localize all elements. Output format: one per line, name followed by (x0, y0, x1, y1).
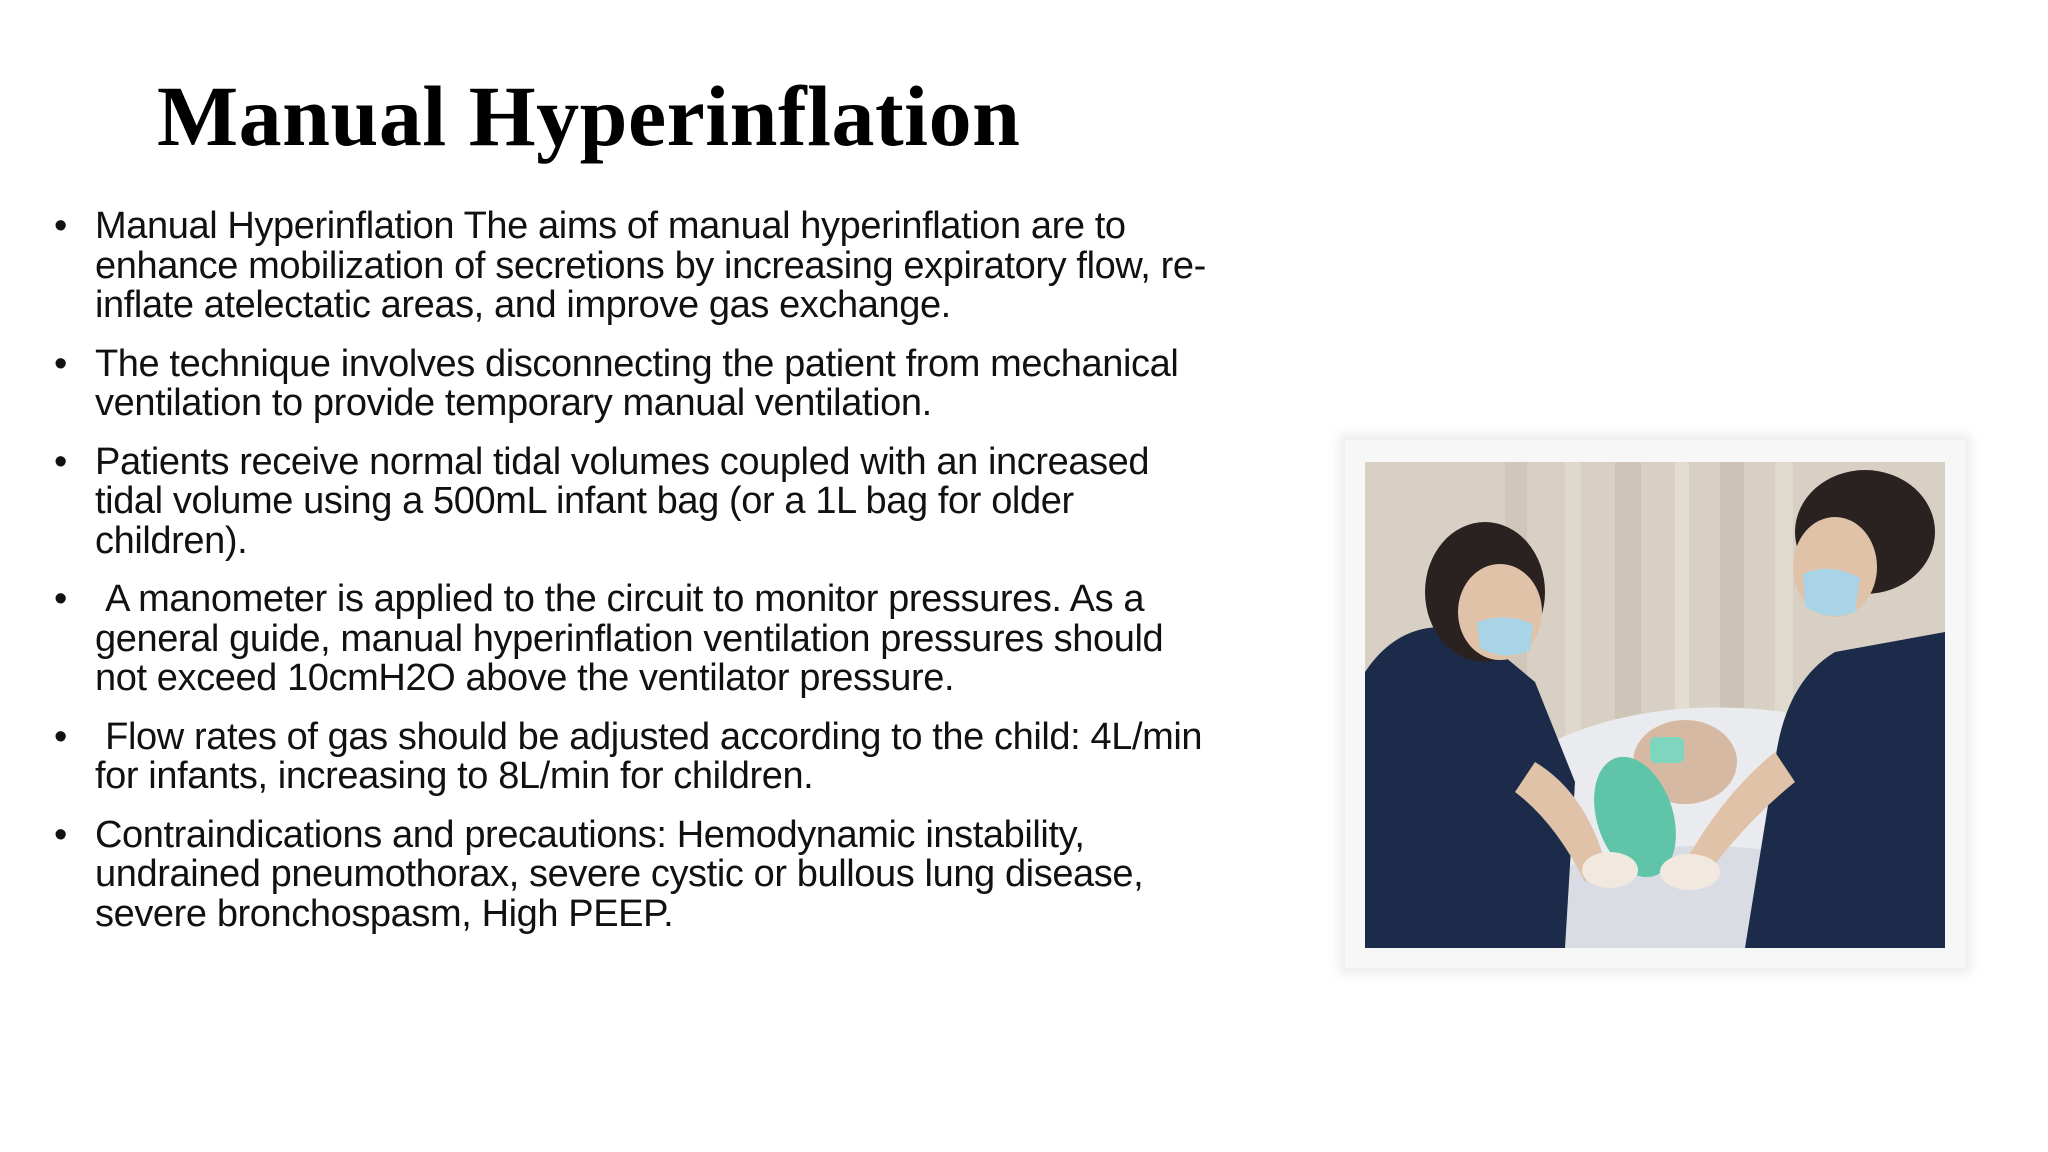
bullet-item (54, 440, 1214, 562)
bullet-item (54, 580, 1214, 699)
bullet-marker: • (54, 205, 67, 247)
bullet-text: Manual Hyperinflation The aims of manual hyperinflation are to enhance mobilization of secretions by increasing expiratory flow, re-inflate atelectatic areas, and improve gas exchange. (95, 205, 1206, 326)
bullet-item (54, 342, 1214, 424)
nurse-right-mask (1803, 569, 1860, 616)
bullet-item (54, 813, 1214, 935)
bullet-marker: • (54, 440, 67, 483)
slide-title: Manual Hyperinflation (157, 68, 1021, 164)
bullet-text: The technique involves disconnecting the patient from mechanical ventilation to provide temporary manual ventilation. (95, 342, 1179, 424)
nurse-left-glove (1582, 852, 1638, 888)
bullet-marker: • (54, 342, 67, 385)
bullet-text: Flow rates of gas should be adjusted according to the child: 4L/min for infants, increasing to 8L/min for children. (95, 715, 1213, 797)
bullet-marker: • (54, 715, 67, 758)
nurse-right-glove (1660, 854, 1720, 890)
bag-valve (1650, 737, 1684, 763)
nurse-left-mask (1477, 617, 1533, 655)
clinical-photo (1345, 440, 1965, 968)
nurses-bagging-patient-illustration (1365, 462, 1945, 948)
bullet-list (54, 207, 1214, 953)
bullet-marker: • (54, 578, 67, 620)
bullet-text: Contraindications and precautions: Hemodynamic instability, undrained pneumothorax, severe cystic or bullous lung disease, severe bronchospasm, High PEEP. (95, 813, 1144, 935)
bullet-text: Patients receive normal tidal volumes coupled with an increased tidal volume using a 500mL infant bag (or a 1L bag for older children). (95, 440, 1150, 562)
bullet-item (54, 715, 1214, 797)
bullet-text: A manometer is applied to the circuit to monitor pressures. As a general guide, manual hyperinflation ventilation pressures should not exceed 10cmH2O above the ventilator pressure. (95, 578, 1174, 699)
bullet-item (54, 207, 1214, 326)
bullet-marker: • (54, 813, 67, 856)
